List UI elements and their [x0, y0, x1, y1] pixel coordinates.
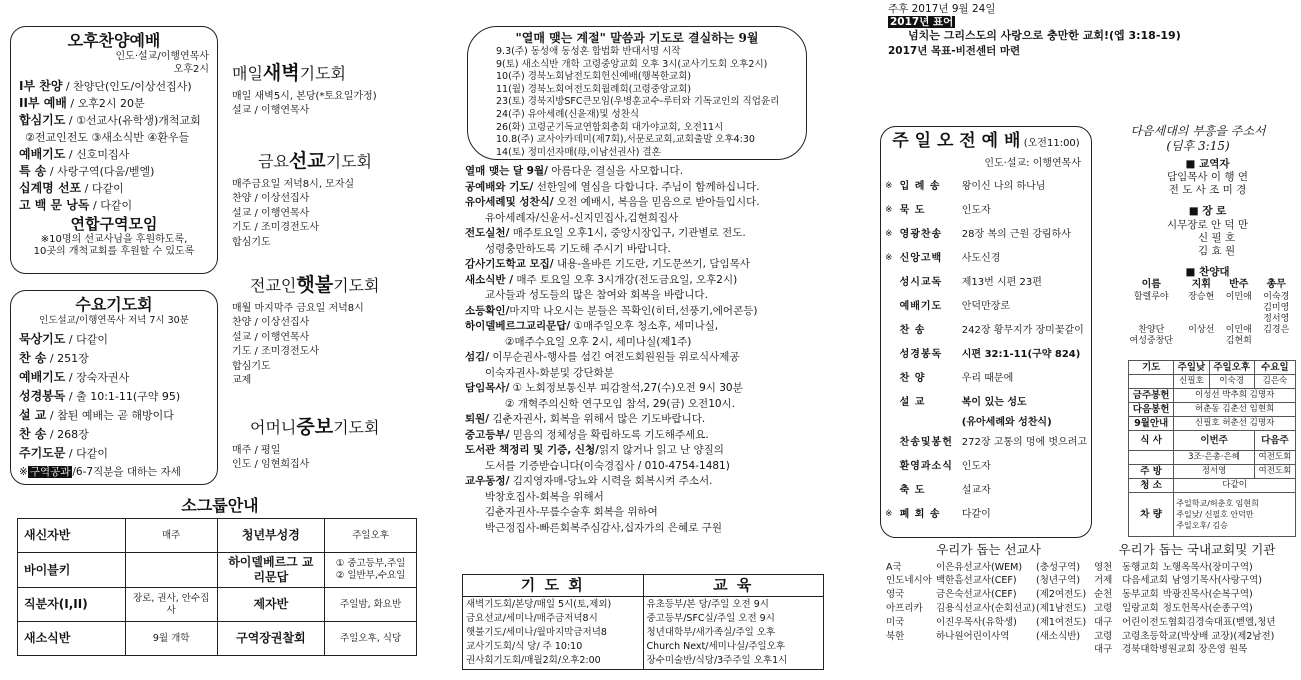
worship-order-item: 성시교독 제13번 시편 23편: [899, 276, 1042, 288]
generation-motto-line2: (딤후 3:15): [1166, 139, 1230, 153]
news-item: 하이델베르그교리문답/ ①매주일오후 청소후, 세미나실,: [465, 320, 719, 332]
news-item: 박근정집사-빠른회복주심감사,십자가의 은혜로 구원: [465, 521, 722, 534]
education-list: [643, 597, 824, 670]
motto-text: 넘치는 그리스도의 사랑으로 충만한 교회!(엡 3:18-19): [908, 29, 1181, 43]
wednesday-order-item: 찬 송 / 251장: [19, 350, 89, 365]
september-title: "열매 맺는 계절" 말씀과 기도로 결실하는 9월: [515, 31, 759, 45]
sunday-title: 주 일 오 전 예 배: [892, 131, 1021, 151]
domestic-church-item: 대구 경북대학병원교회 장은영 원목: [1094, 644, 1248, 656]
schedule-item: 9(토) 새소식반 개학 고령중앙교회 오후 3시(교사기도회 오후2시): [496, 58, 768, 70]
missionary-item: 북한 하나원어린이사역 (새소식반): [886, 630, 1081, 642]
domestic-church-item: 거제 다음세교회 남영기목사(사랑구역): [1094, 575, 1262, 587]
duty-table: [1128, 360, 1296, 537]
prayer-group-line: 설교 / 이행연목사: [232, 331, 310, 343]
wednesday-order-item: 설 교 / 참된 예배는 곧 해방이다: [19, 407, 174, 422]
news-item: 이숙자권사-화분및 강단화분: [465, 366, 614, 379]
prayer-group-line: 인도 / 임현희집사: [232, 459, 310, 471]
small-group-cell: 제자반: [217, 588, 325, 622]
worship-order-item: 환영과소식 인도자: [899, 460, 991, 472]
prayer-group-line: 설교 / 이행연목사: [232, 207, 310, 219]
news-item: ② 개혁주의신학 연구모임 참석, 29(금) 오전10시.: [465, 397, 736, 410]
small-group-cell: 청년부성경: [217, 519, 325, 553]
news-item: 교우동정/ 김지영자매-당뇨와 시력을 회복시켜 주소서.: [465, 475, 713, 487]
friday-mission-prayer-group: 금요선교기도회 매주금요일 저녁8시, 모자실 찬양 / 이상선집사 설교 / 이행연목사 기도 / 조미경전도사 합심기도: [258, 150, 372, 250]
worship-order-item: 축 도 설교자: [899, 484, 991, 496]
small-group-row: [18, 588, 417, 622]
lesson-text: /6-7직분을 대하는 자세: [72, 465, 181, 478]
staff-section: [1120, 158, 1295, 347]
september-schedule-list: [478, 46, 796, 159]
small-group-cell: 바이블키: [18, 553, 126, 588]
prayer-group-line: 교제: [232, 375, 252, 387]
schedule-item: 11(월) 경북노회여전도회월례회(고령중앙교회): [496, 83, 692, 95]
missionary-item: 미국 이진우목사(유학생) (제1여전도): [886, 616, 1087, 628]
afternoon-order-item: 고 백 문 낭독 / 다같이: [19, 198, 133, 212]
elder-3: 김 효 원: [1198, 244, 1236, 257]
domestic-church-item: 영천 동행교회 노행옥목사(장미구역): [1094, 561, 1253, 573]
small-group-cell: 주일오후, 식당: [325, 622, 417, 656]
duty-row: 신필호 이숙경 김은숙: [1129, 375, 1296, 389]
small-group-cell: 직분자(I,II): [18, 588, 126, 622]
afternoon-order-item: 예배기도 / 신호미집사: [19, 147, 130, 161]
news-item: 교사들과 성도들의 많은 참여와 회복을 바랍니다.: [465, 289, 708, 301]
worship-order-item: 설 교 복이 있는 성도: [899, 396, 1027, 408]
duty-row: 금주봉헌 이성선 박추희 김명자: [1129, 389, 1296, 403]
wednesday-prayer-box: [10, 290, 218, 485]
union-text2: 10곳의 개척교회를 후원할 수 있도록: [33, 246, 195, 258]
meal-header: 식 사 이번주 다음주: [1129, 431, 1296, 451]
wednesday-order-item: 성경봉독 / 출 10:1-11(구약 95): [19, 388, 181, 403]
schedule-line: 새벽기도회/본당/매일 5시(토,제외): [466, 599, 612, 610]
news-item: 담임목사/ ① 노회정보통신부 피감찰석,27(수)오전 9시 30분: [465, 382, 743, 394]
motto-tag: 2017년 표어: [890, 16, 954, 29]
worship-order-item: 찬송및봉헌 272장 고통의 멍에 벗으려고: [899, 436, 1087, 448]
small-group-cell: 새소식반: [18, 622, 126, 656]
choir-row: 할렐루야 장승현 이민애 이숙경: [1133, 291, 1290, 302]
wednesday-order-item: 주기도문 / 다같이: [19, 445, 108, 460]
friday-prayer-details: [232, 178, 372, 251]
bulletin-header: [888, 3, 1298, 58]
mother-prayer-details: [232, 444, 379, 473]
domestic-section: [1094, 542, 1300, 657]
news-item: 퇴원/ 김춘자권사, 회복을 위해서 많은 기도바랍니다.: [465, 413, 706, 425]
sunday-worship-box: [880, 126, 1092, 538]
news-item: 중고등부/ 믿음의 정체성을 확립하도록 기도해주세요.: [465, 428, 709, 441]
small-group-cell: [125, 553, 217, 588]
worship-order-item: (유아세례와 성찬식): [961, 416, 1052, 428]
prayer-group-line: 매월 마지막주 금요일 저녁8시: [232, 302, 364, 314]
sunday-order: [885, 175, 1087, 527]
choir-row: 김미영: [1263, 302, 1290, 313]
elder-1: 시무장로 안 덕 만: [1166, 218, 1248, 231]
wednesday-title: 수요기도회: [75, 295, 153, 314]
worship-order-item: 찬 송 242장 황무지가 장미꽃같이: [899, 324, 1084, 336]
domestic-title: 우리가 돕는 국내교회및 기관: [1118, 542, 1276, 557]
small-groups-title: 소그룹안내: [181, 496, 259, 515]
worship-order-item: 예배기도 안덕만장로: [899, 300, 1011, 312]
dawn-prayer-details: [232, 90, 377, 119]
news-item: ②매주수요일 오후 2시, 세미나실(제1주): [465, 335, 692, 348]
meal-row: 주 방 정서영 여전도회: [1129, 465, 1296, 479]
news-item: 섬김/ 이무순권사-행사를 섬긴 여전도회원원들 위로식사제공: [465, 351, 740, 363]
choir-title: ■ 찬양대: [1185, 265, 1230, 278]
small-group-cell: 새신자반: [18, 519, 126, 553]
duty-row: 다음봉헌 허춘동 김춘선 임현희: [1129, 403, 1296, 417]
schedule-item: 9.3(주) 동성애 동성혼 합법화 반대서명 시작: [496, 46, 681, 57]
small-groups-table: [17, 518, 417, 656]
choir-header: 이름 지휘 반주 총무: [1141, 279, 1286, 290]
schedule-item: 10(주) 경북노회남전도회헌신예배(행복한교회): [496, 71, 692, 83]
worship-order-item: ※ 폐 회 송 다같이: [885, 508, 991, 520]
schedule-item: 10.8(주) 교사아카데미(제7회),서문로교회,교회출발 오후4:30: [496, 134, 755, 146]
news-item: 김춘자권사-무릎수술후 회복을 위하여: [465, 506, 658, 518]
schedule-line: 권사회기도회/매월2회/오후2:00: [466, 655, 601, 666]
duty-header: 기도 주일낮 주일오후 수요일: [1129, 361, 1296, 375]
wednesday-order-item: 묵상기도 / 다같이: [19, 331, 108, 346]
torch-prayer-group: 전교인햇불기도회 매월 마지막주 금요일 저녁8시 찬양 / 이상선집사 설교 / 이행연목사 기도 / 조미경전도사 합심기도 교제: [250, 274, 379, 389]
news-item: 성령충만하도록 기도해 주시기 바랍니다.: [465, 242, 671, 255]
afternoon-worship-sub2: 오후2시: [173, 63, 209, 75]
education-header: 교 육: [643, 575, 824, 597]
small-group-cell: 9월 개학: [125, 622, 217, 656]
missionary-item: 인도네시아 백한흠선교사(CEF) (청년구역): [886, 575, 1081, 587]
wednesday-order: [19, 330, 209, 463]
small-group-cell: 주일오후: [325, 519, 417, 553]
schedule-line: 장수미술반/식당/3주주일 오후1시: [646, 655, 788, 666]
wednesday-footer: ※ 구역공과 /6-7직분을 대하는 자세: [19, 465, 181, 478]
generation-motto: [1100, 124, 1296, 154]
worship-order-item: ※ 영광찬송 28장 복의 근원 강림하사: [885, 228, 1071, 240]
schedule-line: 교사기도회/식 당/ 주 10:10: [466, 641, 583, 652]
afternoon-order-item: ②전교인전도 ③새소식반 ④환우들: [25, 131, 190, 144]
elder-title: ■ 장 로: [1188, 205, 1227, 218]
mother-prayer-group: 어머니중보기도회 매주 / 평일 인도 / 임현희집사: [250, 416, 379, 473]
news-item: 유아세례및 성찬식/ 오전 예배시, 복음을 믿음으로 받아들입시다.: [465, 196, 760, 208]
afternoon-order-item: 십계명 선포 / 다같이: [19, 181, 124, 195]
choir-row: 정서영: [1263, 313, 1290, 324]
ministry-1: 담임목사 이 행 연: [1166, 171, 1248, 184]
schedule-item: 14(토) 정미선자매(母,이남선권사) 결혼: [496, 146, 661, 158]
small-group-cell: 구역장권찰회: [217, 622, 325, 656]
prayer-meetings-header: 기 도 회: [463, 575, 644, 597]
afternoon-order-item: I부 찬양 / 찬양단(인도/이상선집사): [19, 79, 192, 93]
afternoon-order-item: 합심기도 / ①선교사(유학생)개척교회: [19, 113, 201, 127]
missionary-item: A국 이은유선교사(WEM) (충성구역): [886, 561, 1081, 573]
september-schedule-box: [467, 26, 807, 160]
news-item: 도서를 기증받습니다(이숙경집사 / 010-4754-1481): [465, 459, 730, 472]
afternoon-worship-order: [19, 78, 209, 214]
domestic-church-item: 고령 고령초등학교(박상배 교장)(제2남전): [1094, 630, 1275, 642]
prayer-group-line: 합심기도: [232, 360, 271, 372]
prayer-group-line: 매주 / 평일: [232, 444, 281, 456]
elder-2: 신 필 호: [1198, 231, 1236, 244]
torch-prayer-details: [232, 302, 379, 389]
afternoon-worship-box: [10, 26, 218, 274]
missionary-item: 영국 금은숙선교사(CEF) (제2여전도): [886, 589, 1087, 601]
prayer-meetings-list: [463, 597, 644, 670]
small-group-cell: 주일밤, 화요반: [325, 588, 417, 622]
missions-title: 우리가 돕는 선교사: [936, 542, 1041, 557]
small-group-row: [18, 553, 417, 588]
small-group-row: [18, 519, 417, 553]
schedule-item: 24(주) 유아세례(신윤재)및 성찬식: [496, 108, 640, 120]
schedule-item: 23(토) 경북지방SFC큰모임(우병훈교수-루터와 기독교인의 직업윤리: [496, 96, 780, 108]
schedule-line: 청년대학부/새가족실/주일 오후: [646, 627, 776, 638]
dawn-prayer-group: 매일새벽기도회 매일 새벽5시, 본당(*토요일가정) 설교 / 이행연목사: [232, 62, 377, 119]
prayer-group-line: 매주금요일 저녁8시, 모자실: [232, 178, 355, 190]
yearly-goal: 2017년 목표-비전센터 마련: [888, 45, 1021, 57]
wednesday-order-item: 찬 송 / 268장: [19, 426, 89, 441]
domestic-church-item: 고령 일랑교회 정도헌목사(순종구역): [1094, 603, 1253, 615]
ministry-title: ■ 교역자: [1185, 158, 1230, 170]
news-item: 감사기도학교 모집/ 내용-올바른 기도란, 기도문쓰기, 담임목사: [465, 258, 750, 270]
wednesday-sub: 인도설교/이행연목사 저녁 7시 30분: [39, 315, 189, 326]
schedule-line: 중고등부/SFC실/주일 오전 9시: [646, 613, 775, 624]
afternoon-worship-sub1: 인도·설교/이행연목사: [115, 51, 209, 62]
news-item: 유아세례자/신윤서-신지민집사,김현희집사: [465, 211, 679, 224]
prayer-group-line: 찬양 / 이상선집사: [232, 317, 310, 329]
afternoon-order-item: II부 예배 / 오후2시 20분: [19, 96, 145, 110]
worship-order-item: ※ 입 례 송 왕이신 나의 하나님: [885, 180, 1046, 192]
prayer-group-line: 기도 / 조미경전도사: [232, 346, 320, 358]
schedule-line: 금요선교/세미나/매주금저녁8시: [466, 613, 598, 624]
worship-order-item: ※ 묵 도 인도자: [885, 204, 991, 216]
prayer-group-line: 합심기도: [232, 236, 271, 248]
car-row: 차 량 주일학교/허춘호 임현희 주일낮/ 신필호 안덕만 주일오후/ 김승: [1129, 493, 1296, 537]
small-group-row: [18, 622, 417, 656]
worship-order-item: ※ 신앙고백 사도신경: [885, 252, 1001, 264]
afternoon-order-item: 특 송 / 사랑구역(다움/벧엘): [19, 164, 155, 178]
small-group-cell: 매주: [125, 519, 217, 553]
news-item: 박창호집사-회복을 위해서: [465, 490, 604, 503]
worship-order-item: 성경봉독 시편 32:1-11(구약 824): [899, 348, 1081, 360]
news-item: 새소식반 / 매주 토요일 오후 3시개강(전도금요일, 오후2시): [465, 273, 738, 286]
ministry-2: 전 도 사 조 미 경: [1168, 184, 1247, 197]
missionary-item: 아프리카 김용식선교사(순회선교) (제1남전도): [886, 603, 1087, 615]
news-item: 공예배와 기도/ 선한일에 열심을 다합니다. 주님이 함께하십니다.: [465, 180, 760, 193]
generation-motto-line1: 다음세대의 부흥을 주소서: [1130, 124, 1266, 138]
bottom-schedule-table: [462, 574, 824, 670]
sunday-time: (오전11:00): [1023, 138, 1080, 149]
lesson-tag: 구역공과: [29, 465, 71, 478]
bulletin-date: 주후 2017년 9월 24일: [888, 3, 996, 15]
small-group-cell: 장로, 권사, 안수집사: [125, 588, 217, 622]
sunday-sub: 인도·설교: 이행연목사: [984, 158, 1081, 170]
news-item: 전도실천/ 매주토요일 오후1시, 중앙시장입구, 기관별로 전도.: [465, 227, 746, 239]
union-text1: ※10명의 선교사님을 후원하도록,: [40, 233, 188, 245]
small-group-cell: 하이델베르그 교리문답: [217, 553, 325, 588]
choir-table: [1120, 279, 1295, 347]
prayer-group-line: 기도 / 조미경전도사: [232, 222, 320, 234]
domestic-church-item: 대구 어린이전도협회김경숙대표(벧엘,청년: [1094, 616, 1276, 628]
choir-row: 여성중창단 김현희: [1129, 335, 1252, 346]
duty-row: 9월안내 신필호 허춘선 김명자: [1129, 417, 1296, 431]
news-item: 열매 맺는 달 9월/ 아름다운 결실을 사모합니다.: [465, 165, 684, 177]
domestic-church-item: 순천 동부교회 박광진목사(순복구역): [1094, 589, 1253, 601]
meal-row: 3조·은총·은혜 여전도회: [1129, 451, 1296, 465]
clean-row: 청 소 다같이: [1129, 479, 1296, 493]
schedule-line: 유초등부/본 당/주일 오전 9시: [646, 599, 769, 610]
schedule-item: 26(화) 고령군기독교연합회총회 대가야교회, 오전11시: [496, 121, 724, 133]
news-item: 도서관 책정리 및 기증, 신청/읽지 않거나 읽고 난 양질의: [465, 444, 724, 456]
church-news: [465, 164, 815, 536]
schedule-line: 햇불기도/세미나/월마지막금저녁8: [466, 627, 607, 638]
prayer-group-line: 찬양 / 이상선집사: [232, 193, 310, 205]
worship-order-item: 찬 양 우리 때문에: [899, 372, 1014, 384]
choir-row: 찬양단 이상선 이민애 김경은: [1138, 324, 1290, 335]
wednesday-order-item: 예배기도 / 장숙자권사: [19, 369, 130, 384]
prayer-group-line: 설교 / 이행연목사: [232, 105, 310, 117]
news-item: 소등확인/마지막 나오시는 분들은 꼭확인(히터,선풍기,에어콘등): [465, 304, 758, 317]
schedule-line: Church Next/세미나실/주일오후: [646, 641, 786, 652]
prayer-group-line: 매일 새벽5시, 본당(*토요일가정): [232, 90, 377, 102]
missions-section: [886, 542, 1091, 643]
union-title: 연합구역모임: [70, 215, 158, 233]
afternoon-worship-title: 오후찬양예배: [67, 31, 161, 50]
small-group-cell: ① 중고등부,주일 ② 일반부,수요일: [325, 553, 417, 588]
